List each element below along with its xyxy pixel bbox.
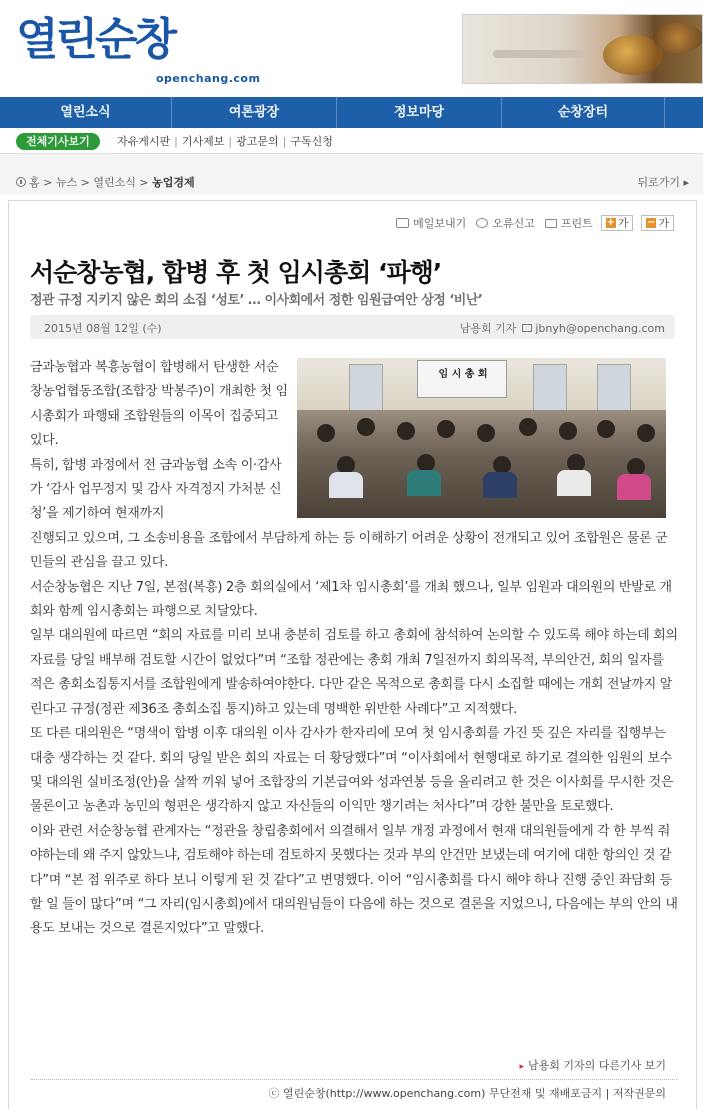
font-decrease-button[interactable] [641,215,674,231]
plus-icon: + [606,217,615,228]
print-tool-label: 프린트 [560,217,593,230]
sublink-report[interactable]: 기사제보 [181,135,225,148]
article-date: 2015년 08월 12일 (수) [44,322,162,335]
header-banner-ad[interactable] [462,14,703,84]
font-up-label: 가 [617,217,629,230]
print-tool[interactable] [545,215,593,231]
logo-domain: openchang.com [156,72,261,85]
article-email[interactable]: jbnyh@openchang.com [535,322,665,335]
back-label: 뒤로가기 [637,176,680,189]
sub-nav [0,128,703,154]
minus-icon: − [647,217,656,228]
sublink-ad[interactable]: 광고문의 [236,135,279,148]
article-paragraph: 일부 대의원에 따르면 “회의 자료를 미리 보내 충분히 검토를 하고 총회에 참석하여 논의할 수 있도록 해야 하는데 회의 자료를 당일 배부해 검토할 시간이 없었다”며 “조합 정관에는 총회 개최 7일전까지 회의목적, 부의안건, 회의 일자를 적은 총회소집통지서를 조합원에게 발송하여야한다. 다만 같은 목적으로 총회를 다시 소집할 때에는 개회 전날까지 알린다고 규정(정관 제36조 총회소집 통지)하고 있는데 명백한 위반한 사례다”고 지적했다. [30,628,678,717]
nav-item-extra [665,97,703,128]
article-body [30,356,678,942]
font-down-label: 가 [658,217,669,230]
article-paragraph: 특히, 합병 과정에서 전 금과농협 소속 이·감사가 ‘감사 업무정지 및 감사 자격정지 가처분 신청’을 제기하여 현재까지 [30,457,282,522]
report-tool[interactable] [476,215,535,231]
sublink-board[interactable]: 자유게시판 [117,135,171,148]
home-icon [16,177,26,187]
logo-text-2: 순창 [95,14,175,65]
article-paragraph: 진행되고 있으며, 그 소송비용을 조합에서 부담하게 하는 등 이해하기 어려운 상황이 전개되고 있어 조합원은 물론 군민들의 관심을 끌고 있다. [30,530,668,571]
copyright-text: ⓒ 열린순창(http://www.openchang.com) 무단전재 및 재배포금지 | 저작권문의 [268,1087,666,1100]
nav-item-opinion[interactable]: 여론광장 [172,97,337,128]
email-tool-label: 메일보내기 [413,217,467,230]
footer-divider [31,1079,677,1080]
article-paragraph: 이와 관련 서순창농협 관계자는 “정관을 창립총회에서 의결해서 일부 개정 과정에서 현재 대의원들에게 각 한 부씩 줘야하는데 왜 주지 않았느냐, 검토해야 하는데 검토하지 못했다는 것과 부의 안건만 보냈는데 여기에 대한 항의인 것 같다”며 “본 점 위주로 하다 보니 이렇게 된 것 같다”고 변명했다. 이어 “임시총회를 다시 해야 하나 진행 중인 좌담회 등 할 일 들이 많다”며 “그 자리(임시총회)에서 대의원님들이 다음에 하는 것으로 결론을 지었으니, 다음에는 부의 안의 내용도 보내는 것으로 결론지었다”고 말했다. [30,823,678,937]
email-tool[interactable] [396,215,466,231]
article-tools [386,215,674,231]
article-author[interactable]: 남용회 기자 [459,322,517,335]
breadcrumb-section[interactable]: 열린소식 [93,176,136,189]
main-nav [0,97,703,128]
printer-icon [545,219,557,228]
site-header [0,0,703,97]
author-other-articles-link[interactable]: ▸ 남용회 기자의 다른기사 보기 [519,1057,666,1073]
article-panel [8,200,697,1109]
sublink-subscribe[interactable]: 구독신청 [290,135,333,148]
report-tool-label: 오류신고 [492,217,535,230]
article-paragraph: 서순창농협은 지난 7일, 본점(복흥) 2층 회의실에서 ‘제1차 임시총회’를 개최 했으나, 일부 임원과 대의원의 반발로 개회와 함께 임시총회는 파행으로 치달았다. [30,579,672,620]
alert-icon [476,218,488,228]
article-paragraph: 금과농협과 복흥농협이 합병해서 탄생한 서순창농업협동조합(조합장 박봉주)이 개최한 첫 임시총회가 파행돼 조합원들의 이목이 집중되고 있다. [30,360,288,449]
nav-item-market[interactable]: 순창장터 [502,97,665,128]
breadcrumb-news[interactable]: 뉴스 [55,176,78,189]
breadcrumb: 홈 > 뉴스 > 열린소식 > 농업경제 [16,174,195,190]
breadcrumb-category[interactable]: 농업경제 [152,176,195,189]
font-increase-button[interactable] [601,215,634,231]
photo-sign-text: 임 시 총 회 [438,369,488,380]
article-paragraph: 또 다른 대의원은 “명색이 합병 이후 대의원 이사 감사가 한자리에 모여 첫 임시총회를 가진 뜻 깊은 자리를 집행부는 대충 생각하는 것 같다. 회의 당일 받은 회의 자료는 더 황당했다”며 “이사회에서 현행대로 하기로 결의한 임원의 보수 및 대의원 실비조정(안)을 살짝 끼워 넣어 조합장의 기본급여와 성과연봉 등을 올리려고 한 것은 이사회를 무시한 것은 물론이고 농촌과 농민의 형편은 생각하지 않고 자신들의 이익만 챙기려는 처사다”며 강한 불만을 토로했다. [30,726,674,815]
mail-icon [396,218,409,228]
article-meta [30,315,675,339]
logo-text-1: 열린 [16,14,96,65]
nav-item-info[interactable]: 정보마당 [337,97,502,128]
sub-links: 자유게시판 | 기사제보 | 광고문의 | 구독신청 [117,135,333,148]
email-icon [522,324,532,332]
all-articles-button[interactable]: 전체기사보기 [16,133,100,150]
article-subhead: 정관 규정 지키지 않은 회의 소집 ‘성토’ … 이사회에서 정한 임원급여안 상정 ‘비난’ [30,293,483,308]
back-link[interactable]: 뒤로가기 ▸ [637,176,689,189]
article-headline: 서순창농협, 합병 후 첫 임시총회 ‘파행’ [30,258,442,287]
breadcrumb-home[interactable]: 홈 [29,176,40,189]
nav-item-news[interactable]: 열린소식 [0,97,172,128]
breadcrumb-bar [0,154,703,194]
